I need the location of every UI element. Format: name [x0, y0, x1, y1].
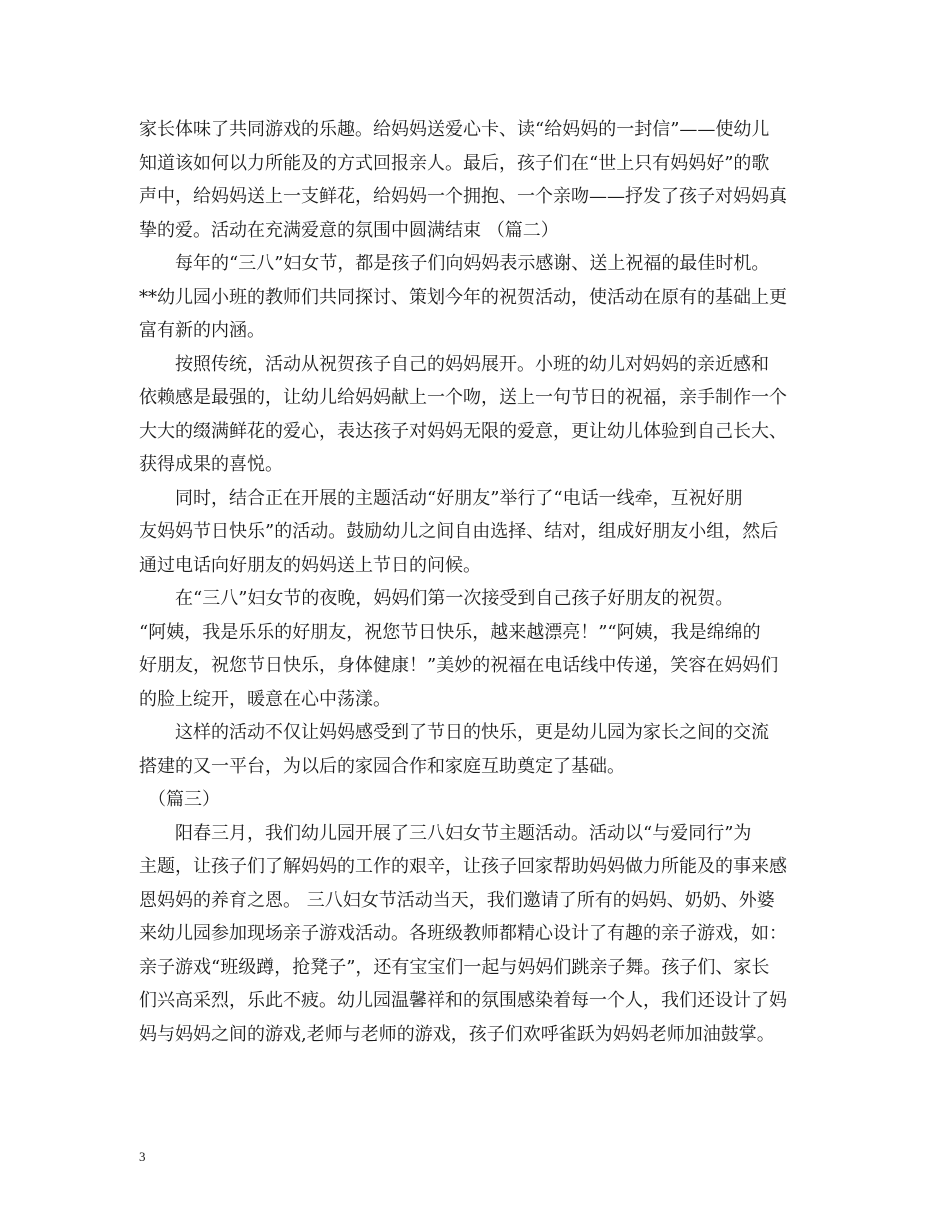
text-line: 的脸上绽开，暖意在心中荡漾。	[139, 688, 391, 710]
text-line: 好朋友，祝您节日快乐，身体健康！”美妙的祝福在电话线中传递，笑容在妈妈们	[139, 655, 779, 676]
text-line: 在“三八”妇女节的夜晚，妈妈们第一次接受到自己孩子好朋友的祝贺。	[139, 588, 734, 609]
text-line: 阳春三月，我们幼儿园开展了三八妇女节主题活动。活动以“与爱同行”为	[139, 822, 752, 844]
body-text	[139, 113, 819, 1051]
text-line: 同时，结合正在开展的主题活动“好朋友”举行了“电话一线牵，互祝好朋	[139, 487, 743, 509]
text-line: （篇三）	[139, 789, 220, 810]
text-line: 这样的活动不仅让妈妈感受到了节日的快乐，更是幼儿园为家长之间的交流	[139, 722, 769, 743]
page-number: 3	[139, 1149, 146, 1164]
text-line: 按照传统，活动从祝贺孩子自己的妈妈展开。小班的幼儿对妈妈的亲近感和	[139, 353, 769, 375]
text-line: 搭建的又一平台，为以后的家园合作和家庭互助奠定了基础。	[139, 755, 625, 777]
text-line: 们兴高采烈，乐此不疲。幼儿园温馨祥和的氛围感染着每一个人，我们还设计了妈	[139, 990, 787, 1011]
text-line: 主题，让孩子们了解妈妈的工作的艰辛，让孩子回家帮助妈妈做力所能及的事来感	[139, 856, 787, 877]
text-line: “阿姨，我是乐乐的好朋友，祝您节日快乐，越来越漂亮！”“阿姨，我是绵绵的	[139, 621, 761, 643]
text-line: 声中，给妈妈送上一支鲜花，给妈妈一个拥抱、一个亲吻——抒发了孩子对妈妈真	[139, 186, 787, 207]
text-line: 获得成果的喜悦。	[139, 454, 283, 475]
text-line: **幼儿园小班的教师们共同探讨、策划今年的祝贺活动，使活动在原有的基础上更	[139, 286, 787, 308]
text-line: 每年的“三八”妇女节，都是孩子们向妈妈表示感谢、送上祝福的最佳时机。	[139, 253, 770, 274]
text-line: 友妈妈节日快乐”的活动。鼓励幼儿之间自由选择、结对，组成好朋友小组，然后	[139, 521, 779, 542]
text-line: 来幼儿园参加现场亲子游戏活动。各班级教师都精心设计了有趣的亲子游戏，如：	[139, 923, 787, 944]
text-line: 大大的缀满鲜花的爱心，表达孩子对妈妈无限的爱意，更让幼儿体验到自己长大、	[139, 420, 787, 442]
text-line: 依赖感是最强的，让幼儿给妈妈献上一个吻，送上一句节日的祝福，亲手制作一个	[139, 387, 787, 408]
text-line: 妈与妈妈之间的游戏,老师与老师的游戏，孩子们欢呼雀跃为妈妈老师加油鼓掌。	[139, 1023, 775, 1045]
text-line: 家长体味了共同游戏的乐趣。给妈妈送爱心卡、读“给妈妈的一封信”——使幼儿	[139, 119, 770, 140]
text-line: 亲子游戏“班级蹲，抢凳子”，还有宝宝们一起与妈妈们跳亲子舞。孩子们、家长	[139, 956, 770, 978]
text-line: 富有新的内涵。	[139, 320, 265, 341]
text-line: 通过电话向好朋友的妈妈送上节日的问候。	[139, 554, 481, 576]
text-line: 知道该如何以力所能及的方式回报亲人。最后，孩子们在“世上只有妈妈好”的歌	[139, 152, 770, 174]
text-line: 恩妈妈的养育之恩。 三八妇女节活动当天，我们邀请了所有的妈妈、奶奶、外婆	[139, 889, 775, 911]
text-line: 挚的爱。活动在充满爱意的氛围中圆满结束 （篇二）	[139, 219, 559, 241]
